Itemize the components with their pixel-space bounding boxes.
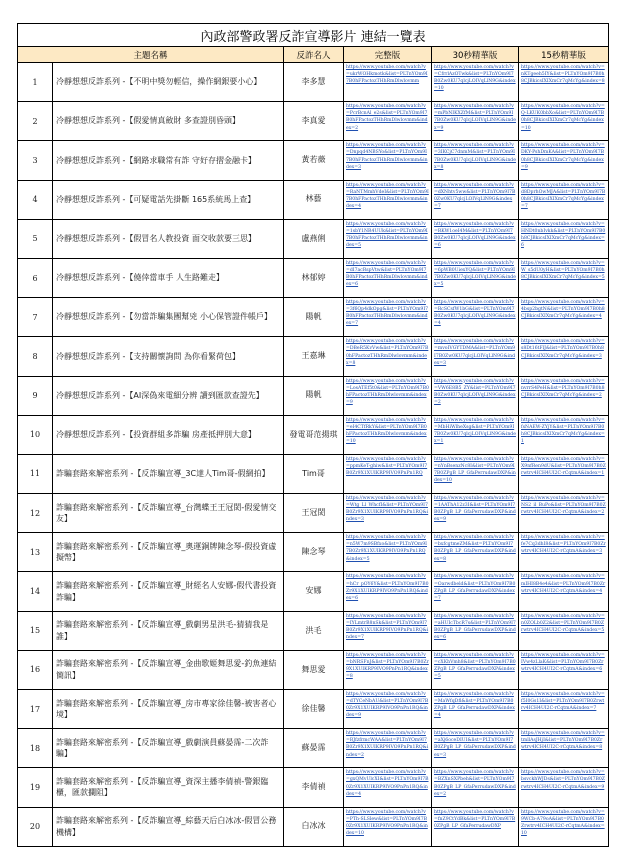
30s-version-link[interactable]: https://www.youtube.com/watch?v=MbHiWlheXsg&list=PLTnYOm9I7B0Zw0KU7qlcjLOIVqLlN9G&index=1	[434, 417, 516, 445]
full-version-link[interactable]: https://www.youtube.com/watch?v=gxQMvUlcXI&list=PLTnYOm9I7B0Zr9X1XUIKRP9IVO9PnPn1RQ&index=4	[346, 770, 429, 797]
30s-version-link[interactable]: https://www.youtube.com/watch?v=1AAThA12z3I&list=PLTnYOm9I7B0ZPgB_LP_GfaPerrudawDXP&index=9	[434, 496, 516, 523]
15s-version-link[interactable]: https://www.youtube.com/watch?v=tmllAsJHjI&list=PLTnYOm9I7B0Zrwtrv4ICH4UI2C-rCqtmA&index=8	[521, 731, 605, 751]
celebrity-name: 徐佳馨	[284, 690, 344, 729]
row-number: 11	[18, 454, 53, 493]
15s-version-link[interactable]: https://www.youtube.com/watch?v=HNDt0nbIvkk&list=PLTnYOm9I7B0h8CJBkicsIXIXmCr7qMcYg&index=6	[521, 221, 606, 249]
row-number: 3	[18, 141, 53, 180]
30s-version-link[interactable]: https://www.youtube.com/watch?v=MaWfqDfl&list=PLTnYOm9I7B0ZPgB_LP_GfaPerrudawDXP&index=4	[434, 692, 515, 719]
full-version-link[interactable]: https://www.youtube.com/watch?v=eI4CTfRkY&list=PLTnYOm9I7B0hFPactozTHhRmDlwlovmm&index=10	[346, 417, 427, 445]
video-link-table	[17, 23, 609, 847]
table-row	[18, 63, 609, 102]
full-version-link[interactable]: https://www.youtube.com/watch?v=RJfzfrmcWAA&list=PLTnYOm9I7B0Zr9X1XUIKRP9IVO9PnPn1RQ&index=2	[346, 731, 429, 758]
celebrity-name: 陽帆	[284, 376, 344, 415]
celebrity-name: 安娜	[284, 572, 344, 611]
30s-version-link[interactable]: https://www.youtube.com/watch?v=mvoIVGYTDMA&list=PLTnYOm9I7B0Zw0KU7qlcjLOIVqLlN9G&index=3	[434, 339, 516, 366]
celebrity-name: 洪毛	[284, 611, 344, 650]
topic-title: 詐騙套路來解密系列 -【反詐騙宣導_財經名人安娜-假代書投資詐騙】	[53, 572, 284, 611]
celebrity-name: 李倩禎	[284, 768, 344, 807]
full-version-link[interactable]: https://www.youtube.com/watch?v=bNRSFnJ&list=PLTnYOm9I7B0Zr9X1XUIKRP9IVO9PnPn1RQ&index=8	[346, 652, 429, 680]
15s-version-link[interactable]: https://www.youtube.com/watch?v=fe7Cq3dhI8&list=PLTnYOm9I7B0Zrwtrv4ICH4UI2C-rCqtmA&index=3	[521, 535, 606, 555]
topic-title: 詐騙套路來解密系列 -【反詐騙宣導_金曲歌姬舞思愛-釣魚連結簡訊】	[53, 650, 284, 689]
topic-title: 冷靜想想反詐系列 -【可疑電話先掛斷 165系統馬上查】	[53, 180, 284, 219]
30s-version-link[interactable]: https://www.youtube.com/watch?v=BZXnSXPbeh&list=PLTnYOm9I7B0ZPgB_LP_GfaPerrudawDXP&index=2	[434, 770, 516, 797]
30s-version-link[interactable]: https://www.youtube.com/watch?v=fnZ9CtYdBk&list=PLTnYOm9I7B0ZPgB_LP_GfaPerrudawDXP	[434, 809, 516, 829]
full-version-link[interactable]: https://www.youtube.com/watch?v=PTh-SLSlew&list=PLTnYOm9I7B0Zr9X1XUIKRP9IVO9PnPn1RQ&index=10	[346, 809, 428, 836]
table-row	[18, 376, 609, 415]
30s-version-link[interactable]: https://www.youtube.com/watch?v=RKW1oeI4M&list=PLTnYOm9I7B0Zw0KU7qlcjLOIVqLlN9G&index=6	[434, 221, 516, 249]
30s-version-link[interactable]: https://www.youtube.com/watch?v=mPbNIKXZfM&list=PLTnYOm9I7B0Zw0KU7qlcjLOIVqLlN9G&index=9	[434, 104, 516, 131]
30s-version-link[interactable]: https://www.youtube.com/watch?v=3IKCjC7dnmM&list=PLTnYOm9I7B0Zw0KU7qlcjLOIVqLlN9G&index=8	[434, 143, 516, 170]
full-version-link[interactable]: https://www.youtube.com/watch?v=PcrBcnAl_e2s&list=PLTnYOm9I7B0hFPactozTHhRmDlwlovmm&index=2	[346, 104, 428, 131]
15s-version-link[interactable]: https://www.youtube.com/watch?v=9WCb-A79oA&list=PLTnYOm9I7B0Zrwtrv4ICH4UI2C-rCqtmA&index=10	[521, 809, 605, 836]
15s-version-link[interactable]: https://www.youtube.com/watch?v=IVw4zLlaK&list=PLTnYOm9I7B0Zrwtrv4ICH4UI2C-rCqtmA&index=6	[521, 652, 605, 673]
15s-version-link[interactable]: https://www.youtube.com/watch?v=NS2_il_BuPo&list=PLTnYOm9I7B0Zrwtrv4ICH4UI2C-rCqtmA&index=2	[521, 496, 606, 516]
topic-title: 詐騙套路來解密系列 -【反詐騙宣導_綜藝天后白冰冰-假冒公務機構】	[53, 807, 284, 846]
topic-title: 冷靜想想反詐系列 -【假愛情真斂財 多查證別昏頭】	[53, 102, 284, 141]
topic-title: 冷靜想想反詐系列 -【支持關懷詢問 為你看緊荷包】	[53, 337, 284, 376]
30s-version-link[interactable]: https://www.youtube.com/watch?v=dXNhtv5ww&list=PLTnYOm9I7B0Zw0KU7qlcjLOIVqLlN9G&index=7	[434, 182, 516, 209]
full-version-link[interactable]: https://www.youtube.com/watch?v=IYLmtrB8nSk&list=PLTnYOm9I7B0Zr9X1XUIKRP9IVO9PnPn1RQ&index=7	[346, 613, 429, 640]
topic-title: 詐騙套路來解密系列 -【反詐騙宣導_台灣蝶王王冠閎-假愛情交友】	[53, 494, 284, 533]
row-number: 6	[18, 258, 53, 297]
table-row	[18, 690, 609, 729]
table-row	[18, 337, 609, 376]
row-number: 18	[18, 729, 53, 768]
row-number: 17	[18, 690, 53, 729]
topic-title: 冷靜想想反詐系列 -【假冒名人教投資 面交收款要三思】	[53, 219, 284, 258]
15s-version-link[interactable]: https://www.youtube.com/watch?v=nKTgeeh5IY&list=PLTnYOm9I7B0h8CJBkicsIXIXmCr7qMcYg&index=8	[521, 65, 605, 85]
full-version-link[interactable]: https://www.youtube.com/watch?v=dI7acRspVtw&list=PLTnYOm9I7B0hFPactozTHhRmDlwlovmm&index=6	[346, 260, 428, 288]
30s-version-link[interactable]: https://www.youtube.com/watch?v=aXj6oceDIUI&list=PLTnYOm9I7B0ZPgB_LP_GfaPerrudawDXP&index=3	[434, 731, 516, 758]
topic-title: 詐騙套路來解密系列 -【反詐騙宣導_奧運銅牌陳念琴-假投資虛擬幣】	[53, 533, 284, 572]
celebrity-name: 盧燕俐	[284, 219, 344, 258]
row-number: 15	[18, 611, 53, 650]
celebrity-name: 舞思愛	[284, 650, 344, 689]
row-number: 14	[18, 572, 53, 611]
celebrity-name: 林郁婷	[284, 258, 344, 297]
full-version-link[interactable]: https://www.youtube.com/watch?v=dTYCeNbAU&list=PLTnYOm9I7B0Zr9X1XUIKRP9IVO9PnPn1RQ&index=9	[346, 692, 429, 719]
full-version-link[interactable]: https://www.youtube.com/watch?v=1sbY1NR4UUk&list=PLTnYOm9I7B0hFPactozTHhRmDlwlovmm&index=5	[346, 221, 428, 249]
header-30s: 30秒精華版	[432, 47, 519, 63]
header-topic: 主題名稱	[18, 47, 284, 63]
full-version-link[interactable]: https://www.youtube.com/watch?v=RaNTMmhVdeI&list=PLTnYOm9I7B0hFPactozTHhRmDlwlovmm&index=4	[346, 182, 429, 209]
topic-title: 詐騙套路來解密系列 -【反詐騙宣導_房市專家徐佳馨-被害者心境】	[53, 690, 284, 729]
header-person: 反詐名人	[284, 47, 344, 63]
topic-title: 冷靜想想反詐系列 -【網路求職常有詐 守好存摺金融卡】	[53, 141, 284, 180]
table-row	[18, 611, 609, 650]
table-body	[18, 63, 609, 847]
table-row	[18, 768, 609, 807]
table-row	[18, 102, 609, 141]
row-number: 9	[18, 376, 53, 415]
full-version-link[interactable]: https://www.youtube.com/watch?v=3f6Qp4dkOpg&list=PLTnYOm9I7B0hFPactozTHhRmDlwlovmm&index=7	[346, 300, 429, 327]
row-number: 5	[18, 219, 53, 258]
celebrity-name: 陽帆	[284, 298, 344, 337]
15s-version-link[interactable]: https://www.youtube.com/watch?v=s8Dt16tFlJ&list=PLTnYOm9I7B0h8CJBkicsIXIXmCr7qMcYg&index=3	[521, 339, 605, 359]
15s-version-link[interactable]: https://www.youtube.com/watch?v=4bsp2bgtN&list=PLTnYOm9I7B0h8CJBkicsIXIXmCr7qMcYg&index=4	[521, 300, 605, 320]
30s-version-link[interactable]: https://www.youtube.com/watch?v=aHUIcTbcR7s&list=PLTnYOm9I7B0ZPgB_LP_GfaPerrudawDXP&index=6	[434, 613, 516, 640]
15s-version-link[interactable]: https://www.youtube.com/watch?v=mIHI8B4e4&list=PLTnYOm9I7B0Zrwtrv4ICH4UI2C-rCqtmA&index=4	[521, 574, 606, 594]
table-row	[18, 729, 609, 768]
celebrity-name: 王嘉琳	[284, 337, 344, 376]
topic-title: 詐騙套路來解密系列 -【反詐騙宣導_戲劇演員蘇晏霈-二次詐騙】	[53, 729, 284, 768]
row-number: 19	[18, 768, 53, 807]
row-number: 16	[18, 650, 53, 689]
15s-version-link[interactable]: https://www.youtube.com/watch?v=n0ZOLb0Z2&list=PLTnYOm9I7B0Zrwtrv4ICH4UI2C-rCqtmA&index=5	[521, 613, 605, 633]
celebrity-name: Tim哥	[284, 454, 344, 493]
row-number: 12	[18, 494, 53, 533]
table-row	[18, 298, 609, 337]
full-version-link[interactable]: https://www.youtube.com/watch?v=ukrWOHkmotk&list=PLTnYOm9I7B0hFPactozTHhRmDlwlovmm	[346, 65, 428, 85]
full-version-link[interactable]: https://www.youtube.com/watch?v=ppmKeT-ghiw&list=PLTnYOm9I7B0Zr9X1XUIKRP9IVO9PnPn1RQ	[346, 456, 428, 477]
table-row	[18, 180, 609, 219]
celebrity-name: 白冰冰	[284, 807, 344, 846]
15s-version-link[interactable]: https://www.youtube.com/watch?v=f5I0Gs1I&list=PLTnYOm9I7B0Zrwtrv4ICH4UI2C-rCqtmA&index=7	[521, 692, 605, 712]
30s-version-link[interactable]: https://www.youtube.com/watch?v=CfrrlAzOTwk&list=PLTnYOm9I7B0Zw0KU7qlcjLOIVqLlN9G&index=10	[434, 65, 516, 92]
table-row	[18, 415, 609, 454]
30s-version-link[interactable]: https://www.youtube.com/watch?v=VW6E8B5_ZY&list=PLTnYOm9I7B0Zw0KU7qlcjLOIVqLlN9G&index=2	[434, 378, 516, 405]
topic-title: 冷靜想想反詐系列 -【不明中獎勿輕信，操作網銀要小心】	[53, 63, 284, 102]
15s-version-link[interactable]: https://www.youtube.com/watch?v=Q-LKUK0bbXo&list=PLTnYOm9I7B0h8CJBkicsIXIXmCr7qMcYg&index=10	[521, 104, 605, 131]
full-version-link[interactable]: https://www.youtube.com/watch?v=Wtg_Ll_WhcfI&list=PLTnYOm9I7B0Zr9X1XUIKRP9IVO9PnPn1RQ&index=3	[346, 496, 429, 523]
row-number: 13	[18, 533, 53, 572]
15s-version-link[interactable]: https://www.youtube.com/watch?v=fsNAEW-ZYjY&list=PLTnYOm9I7B0h8CJBkicsIXIXmCr7qMcYg&index=1	[521, 417, 605, 445]
row-number: 10	[18, 415, 53, 454]
topic-title: 冷靜想想反詐系列 -【僥倖當車手 人生路難走】	[53, 258, 284, 297]
header-full: 完整版	[344, 47, 432, 63]
15s-version-link[interactable]: https://www.youtube.com/watch?v=DKY-PshDmKA&list=PLTnYOm9I7B0h8CJBkicsIXIXmCr7qMcYg&index=9	[521, 143, 605, 170]
15s-version-link[interactable]: https://www.youtube.com/watch?v=W_s5dU0yH&list=PLTnYOm9I7B0h8CJBkicsIXIXmCr7qMcYg&index=5	[521, 260, 605, 281]
celebrity-name: 發電哥范揚琪	[284, 415, 344, 454]
table-row	[18, 533, 609, 572]
celebrity-name: 王冠閎	[284, 494, 344, 533]
topic-title: 冷靜想想反詐系列 -【勿當詐騙集團幫兇 小心保管證件帳戶】	[53, 298, 284, 337]
topic-title: 詐騙套路來解密系列 -【反詐騙宣導_戲劇男星洪毛-猜猜我是誰】	[53, 611, 284, 650]
row-number: 20	[18, 807, 53, 846]
celebrity-name: 李真愛	[284, 102, 344, 141]
table-row	[18, 807, 609, 846]
30s-version-link[interactable]: https://www.youtube.com/watch?v=6pWB0UiexYQ&list=PLTnYOm9I7B0Zw0KU7qlcjLOIVqLlN9G&index=5	[434, 260, 516, 288]
full-version-link[interactable]: https://www.youtube.com/watch?v=hCr_pOY6Y&list=PLTnYOm9I7B0Zr9X1XUIKRP9IVO9PnPn1RQ&index=6	[346, 574, 429, 601]
row-number: 1	[18, 63, 53, 102]
table-row	[18, 141, 609, 180]
15s-version-link[interactable]: https://www.youtube.com/watch?v=X9nfRen9dU&list=PLTnYOm9I7B0Zrwtrv4ICH4UI2C-rCqtmA&index=1	[521, 456, 606, 477]
table-row	[18, 258, 609, 297]
15s-version-link[interactable]: https://www.youtube.com/watch?v=nvrrS4PeH&list=PLTnYOm9I7B0h8CJBkicsIXIXmCr7qMcYg&index=2	[521, 378, 605, 398]
table-row	[18, 494, 609, 533]
30s-version-link[interactable]: https://www.youtube.com/watch?v=Oarwdbeld&list=PLTnYOm9I7B0ZPgB_LP_GfaPerrudawDXP&index=7	[434, 574, 516, 601]
celebrity-name: 陳念琴	[284, 533, 344, 572]
topic-title: 詐騙套路來解密系列 -【反詐騙宣導_資深主播李倩禎-警銀臨櫃，匯款攔阻】	[53, 768, 284, 807]
celebrity-name: 林藝	[284, 180, 344, 219]
celebrity-name: 蘇晏霈	[284, 729, 344, 768]
row-number: 2	[18, 102, 53, 141]
15s-version-link[interactable]: https://www.youtube.com/watch?v=bsvckhWJDs&list=PLTnYOm9I7B0Zrwtrv4ICH4UI2C-rCqtmA&index=9	[521, 770, 605, 790]
header-row	[18, 47, 609, 63]
full-version-link[interactable]: https://www.youtube.com/watch?v=LosATEf5t0&list=PLTnYOm9I7B0hFPactozTHhRmDlwlovmm&index=9	[346, 378, 429, 405]
celebrity-name: 黃若薇	[284, 141, 344, 180]
celebrity-name: 李多慧	[284, 63, 344, 102]
header-15s: 15秒精華版	[519, 47, 609, 63]
30s-version-link[interactable]: https://www.youtube.com/watch?v=bxfcgtmeZM&list=PLTnYOm9I7B0ZPgB_LP_GfaPerrudawDXP&index=8	[434, 535, 516, 562]
full-version-link[interactable]: https://www.youtube.com/watch?v=n5W7m9SBfxo&list=PLTnYOm9I7B0Zr9X1XUIKRP9IVO9PnPn1RQ&index=5	[346, 535, 427, 562]
topic-title: 詐騙套路來解密系列 -【反詐騙宣導_3C達人Tim哥-假網拍】	[53, 454, 284, 493]
topic-title: 冷靜想想反詐系列 -【投資群組多詐騙 房產抵押別大意】	[53, 415, 284, 454]
table-row	[18, 454, 609, 493]
table-row	[18, 219, 609, 258]
row-number: 4	[18, 180, 53, 219]
table-title: 內政部警政署反詐宣導影片 連結一覽表	[18, 24, 609, 47]
30s-version-link[interactable]: https://www.youtube.com/watch?v=cXKhVmh8&list=PLTnYOm9I7B0ZPgB_LP_GfaPerrudawDXP&index=5	[434, 652, 516, 680]
row-number: 7	[18, 298, 53, 337]
30s-version-link[interactable]: https://www.youtube.com/watch?v=nYnBsenzNc8I&list=PLTnYOm9I7B0ZPgB_LP_GfaPerrudawDXP&index=10	[434, 456, 516, 484]
row-number: 8	[18, 337, 53, 376]
table-row	[18, 572, 609, 611]
full-version-link[interactable]: https://www.youtube.com/watch?v=Dnpqd4NBSYo&list=PLTnYOm9I7B0hFPactozTHhRmDlwlovmm&index=3	[346, 143, 428, 170]
30s-version-link[interactable]: https://www.youtube.com/watch?v=RcSCsfW1bG&list=PLTnYOm9I7B0Zw0KU7qlcjLOIVqLlN9G&index=4	[434, 300, 516, 327]
15s-version-link[interactable]: https://www.youtube.com/watch?v=d8DprhOwMJA&list=PLTnYOm9I7B0h8CJBkicsIXIXmCr7qMcYg&index=7	[521, 182, 606, 209]
topic-title: 冷靜想想反詐系列 -【AI深偽來電細分辨 讀到匯款查證先】	[53, 376, 284, 415]
table-row	[18, 650, 609, 689]
full-version-link[interactable]: https://www.youtube.com/watch?v=DBeR5KvVw&list=PLTnYOm9I7B0hFPactozTHhRmDlwlovmm&index=8	[346, 339, 429, 366]
